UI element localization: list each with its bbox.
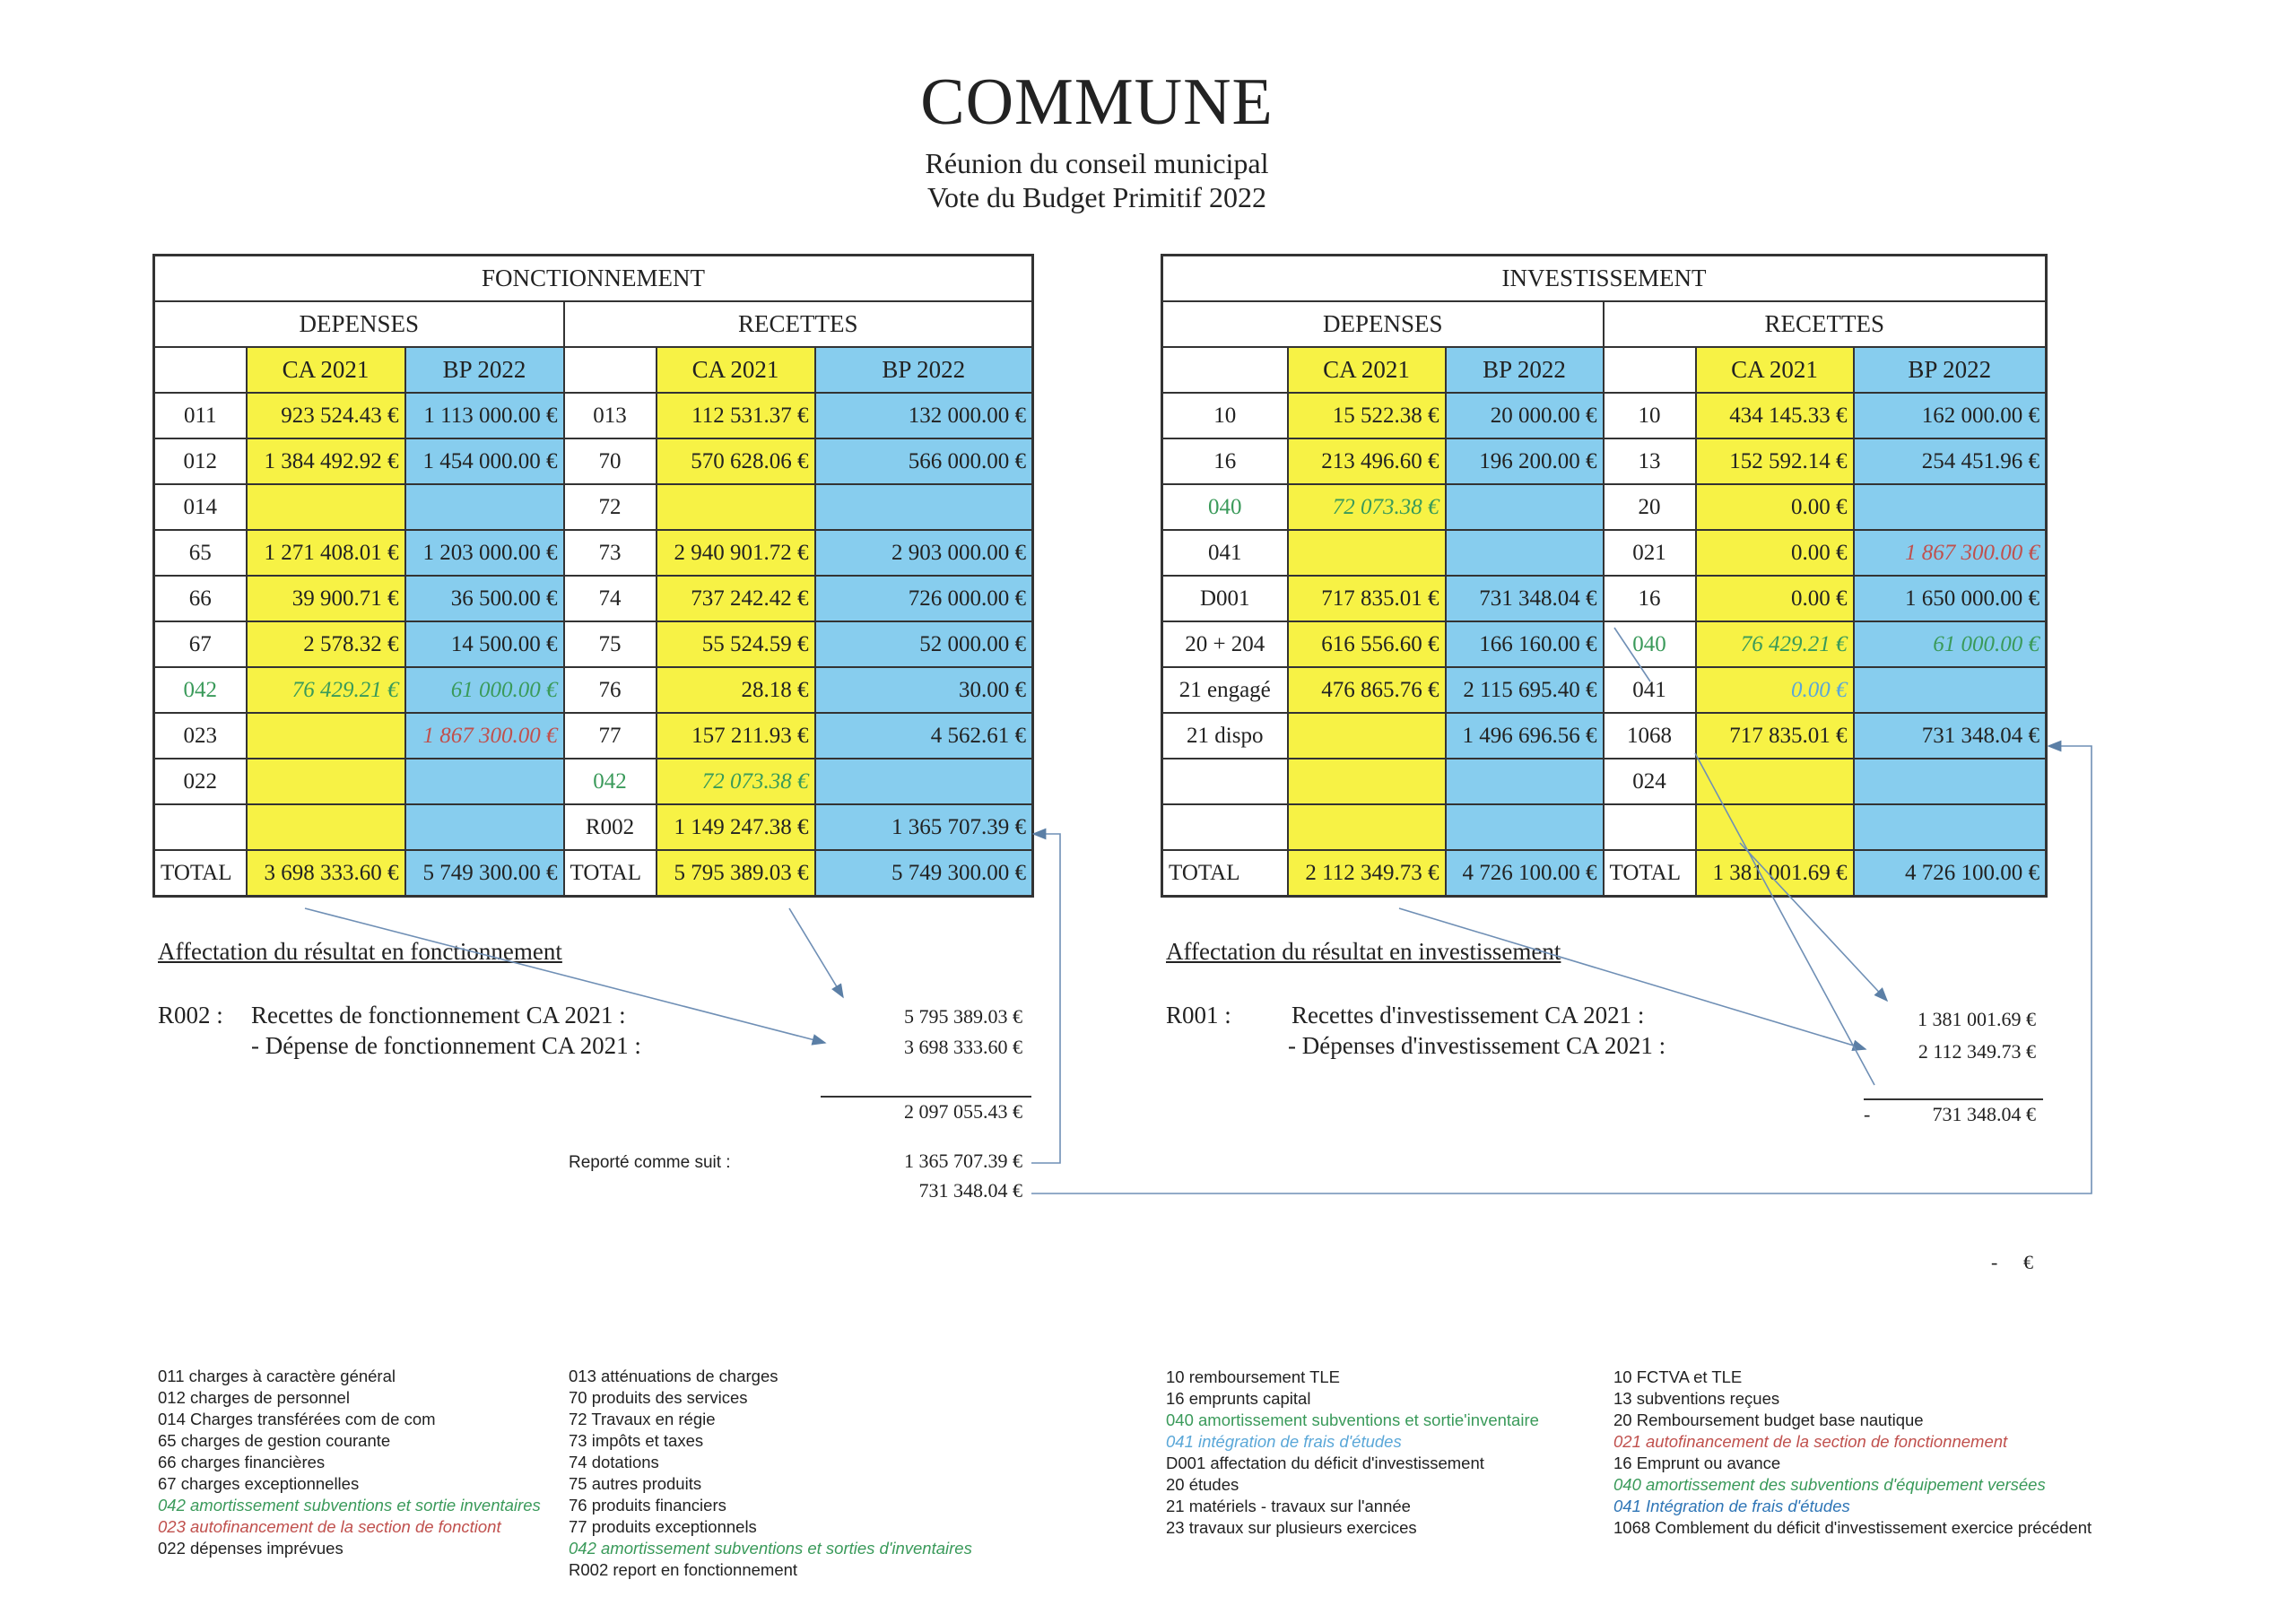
affectation-inv-result-sign: - bbox=[1864, 1103, 1871, 1125]
fonc-cell-dcode: 011 bbox=[154, 393, 247, 438]
inv-cell-dbp: 196 200.00 € bbox=[1446, 438, 1604, 484]
legend-item: 042 amortissement subventions et sorties d'inventaires bbox=[569, 1539, 972, 1558]
fonc-cell-rca: 157 211.93 € bbox=[657, 713, 815, 759]
legend-item: 041 Intégration de frais d'études bbox=[1613, 1497, 1850, 1515]
legend-item: 72 Travaux en régie bbox=[569, 1410, 716, 1428]
inv-rec-ca-header: CA 2021 bbox=[1696, 347, 1854, 393]
inv-cell-dca: 2 112 349.73 € bbox=[1288, 850, 1446, 897]
empty-dash: - bbox=[1991, 1251, 1998, 1273]
fonc-cell-rbp: 2 903 000.00 € bbox=[815, 530, 1033, 576]
inv-rec-bp-header: BP 2022 bbox=[1854, 347, 2047, 393]
inv-row bbox=[1162, 621, 2047, 667]
fonc-cell-dca bbox=[247, 759, 405, 804]
inv-row bbox=[1162, 484, 2047, 530]
fonc-cell-dca: 3 698 333.60 € bbox=[247, 850, 405, 897]
budget-vote-subtitle: Vote du Budget Primitif 2022 bbox=[926, 181, 1267, 213]
inv-cell-rcode: 13 bbox=[1604, 438, 1696, 484]
fonc-cell-rca bbox=[657, 484, 815, 530]
fonc-cell-dcode: 65 bbox=[154, 530, 247, 576]
inv-row bbox=[1162, 576, 2047, 621]
inv-cell-dcode bbox=[1162, 804, 1288, 850]
report-value-2: 731 348.04 € bbox=[918, 1179, 1022, 1202]
legend-item: 75 autres produits bbox=[569, 1474, 702, 1493]
inv-cell-dca bbox=[1288, 804, 1446, 850]
fonc-cell-dbp bbox=[405, 484, 564, 530]
fonc-cell-rcode: 75 bbox=[564, 621, 657, 667]
fonc-cell-dbp: 5 749 300.00 € bbox=[405, 850, 564, 897]
affectation-inv-line2: - Dépenses d'investissement CA 2021 : bbox=[1288, 1032, 1666, 1059]
inv-cell-dbp: 20 000.00 € bbox=[1446, 393, 1604, 438]
fonc-cell-rcode: R002 bbox=[564, 804, 657, 850]
inv-cell-dcode: 20 + 204 bbox=[1162, 621, 1288, 667]
legend-item: 66 charges financières bbox=[158, 1453, 326, 1471]
legend-item: 73 impôts et taxes bbox=[569, 1431, 704, 1450]
inv-cell-rca: 0.00 € bbox=[1696, 530, 1854, 576]
fonc-cell-dca: 2 578.32 € bbox=[247, 621, 405, 667]
fonc-cell-rbp: 566 000.00 € bbox=[815, 438, 1033, 484]
fonc-cell-rcode: 76 bbox=[564, 667, 657, 713]
fonc-cell-dca: 1 384 492.92 € bbox=[247, 438, 405, 484]
legend-item: 10 FCTVA et TLE bbox=[1613, 1367, 1743, 1386]
fonc-row bbox=[154, 667, 1033, 713]
fonc-cell-rcode: 72 bbox=[564, 484, 657, 530]
inv-cell-dcode: TOTAL bbox=[1162, 850, 1288, 897]
affectation-inv-result: 731 348.04 € bbox=[1932, 1103, 2036, 1125]
inv-cell-dca: 476 865.76 € bbox=[1288, 667, 1446, 713]
fonc-row bbox=[154, 576, 1033, 621]
fonc-cell-dbp: 36 500.00 € bbox=[405, 576, 564, 621]
fonc-recettes-header: RECETTES bbox=[564, 301, 1033, 347]
inv-cell-dca: 15 522.38 € bbox=[1288, 393, 1446, 438]
legend-item: R002 report en fonctionnement bbox=[569, 1560, 798, 1579]
inv-cell-rca: 0.00 € bbox=[1696, 576, 1854, 621]
inv-cell-rcode: 021 bbox=[1604, 530, 1696, 576]
legend-item: 77 produits exceptionnels bbox=[569, 1517, 757, 1536]
inv-cell-rcode: 024 bbox=[1604, 759, 1696, 804]
inv-cell-rbp: 1 867 300.00 € bbox=[1854, 530, 2047, 576]
affectation-inv-sum-line bbox=[1864, 1098, 2043, 1100]
inv-cell-rbp bbox=[1854, 484, 2047, 530]
legend-item: 040 amortissement des subventions d'équipement versées bbox=[1613, 1475, 2046, 1494]
inv-cell-dbp bbox=[1446, 804, 1604, 850]
fonc-cell-rca: 570 628.06 € bbox=[657, 438, 815, 484]
inv-cell-dca bbox=[1288, 759, 1446, 804]
affectation-inv-title: Affectation du résultat en investissement bbox=[1166, 938, 1561, 965]
legend-item: 20 études bbox=[1166, 1475, 1239, 1494]
inv-row bbox=[1162, 438, 2047, 484]
legend-item: 13 subventions reçues bbox=[1613, 1389, 1780, 1408]
fonc-cell-dca: 76 429.21 € bbox=[247, 667, 405, 713]
fonc-cell-rca: 5 795 389.03 € bbox=[657, 850, 815, 897]
fonc-cell-dcode: 023 bbox=[154, 713, 247, 759]
inv-dep-bp-header: BP 2022 bbox=[1446, 347, 1604, 393]
inv-dep-ca-header: CA 2021 bbox=[1288, 347, 1446, 393]
fonc-cell-rbp: 132 000.00 € bbox=[815, 393, 1033, 438]
fonc-cell-dcode: 66 bbox=[154, 576, 247, 621]
fonc-cell-rca: 737 242.42 € bbox=[657, 576, 815, 621]
legend-inv-depenses bbox=[1166, 1367, 1539, 1539]
fonc-cell-rbp: 52 000.00 € bbox=[815, 621, 1033, 667]
inv-cell-dcode: 040 bbox=[1162, 484, 1288, 530]
fonc-dep-ca-header: CA 2021 bbox=[247, 347, 405, 393]
legend-item: 70 produits des services bbox=[569, 1388, 748, 1407]
fonc-depenses-header: DEPENSES bbox=[154, 301, 564, 347]
affectation-inv-val2: 2 112 349.73 € bbox=[1918, 1040, 2036, 1063]
fonc-cell-dcode: 67 bbox=[154, 621, 247, 667]
fonc-cell-rca: 28.18 € bbox=[657, 667, 815, 713]
fonc-cell-dbp bbox=[405, 759, 564, 804]
inv-cell-dca: 717 835.01 € bbox=[1288, 576, 1446, 621]
fonc-row bbox=[154, 530, 1033, 576]
inv-cell-dca bbox=[1288, 713, 1446, 759]
page-title: COMMUNE bbox=[920, 65, 1274, 139]
fonc-cell-dbp: 1 867 300.00 € bbox=[405, 713, 564, 759]
fonc-row bbox=[154, 713, 1033, 759]
inv-cell-dcode: 041 bbox=[1162, 530, 1288, 576]
fonctionnement-title: FONCTIONNEMENT bbox=[154, 256, 1033, 302]
legend-item: 013 atténuations de charges bbox=[569, 1367, 778, 1385]
legend-item: 041 intégration de frais d'études bbox=[1166, 1432, 1402, 1451]
inv-row bbox=[1162, 804, 2047, 850]
inv-cell-rca: 0.00 € bbox=[1696, 484, 1854, 530]
inv-cell-dca: 213 496.60 € bbox=[1288, 438, 1446, 484]
inv-cell-rcode: 040 bbox=[1604, 621, 1696, 667]
fonc-cell-rca: 55 524.59 € bbox=[657, 621, 815, 667]
fonc-cell-dca: 1 271 408.01 € bbox=[247, 530, 405, 576]
fonc-cell-dbp: 1 203 000.00 € bbox=[405, 530, 564, 576]
report-label: Reporté comme suit : bbox=[569, 1153, 731, 1172]
affectation-inv-code: R001 : bbox=[1166, 1002, 1231, 1028]
affectation-fonc-val1: 5 795 389.03 € bbox=[904, 1005, 1022, 1028]
inv-cell-dcode: 21 dispo bbox=[1162, 713, 1288, 759]
inv-cell-dca: 616 556.60 € bbox=[1288, 621, 1446, 667]
inv-cell-dbp bbox=[1446, 530, 1604, 576]
inv-cell-rca: 0.00 € bbox=[1696, 667, 1854, 713]
fonc-dep-bp-header: BP 2022 bbox=[405, 347, 564, 393]
legend-item: 014 Charges transférées com de com bbox=[158, 1410, 436, 1428]
report-value-1: 1 365 707.39 € bbox=[904, 1150, 1022, 1172]
legend-item: 021 autofinancement de la section de fonctionnement bbox=[1613, 1432, 2008, 1451]
fonc-cell-dbp: 61 000.00 € bbox=[405, 667, 564, 713]
fonc-row bbox=[154, 393, 1033, 438]
inv-cell-rca bbox=[1696, 804, 1854, 850]
investissement-title: INVESTISSEMENT bbox=[1162, 256, 2047, 302]
inv-row bbox=[1162, 530, 2047, 576]
legend-item: 1068 Comblement du déficit d'investissement exercice précédent bbox=[1613, 1518, 2092, 1537]
inv-cell-dbp: 2 115 695.40 € bbox=[1446, 667, 1604, 713]
affectation-fonc-result: 2 097 055.43 € bbox=[904, 1100, 1022, 1123]
legend-item: 65 charges de gestion courante bbox=[158, 1431, 391, 1450]
fonc-cell-rbp: 5 749 300.00 € bbox=[815, 850, 1033, 897]
legend-fonc-recettes bbox=[569, 1366, 972, 1581]
legend-item: 040 amortissement subventions et sortie'inventaire bbox=[1166, 1410, 1539, 1429]
inv-cell-rcode: 16 bbox=[1604, 576, 1696, 621]
inv-row bbox=[1162, 713, 2047, 759]
fonc-cell-dbp: 14 500.00 € bbox=[405, 621, 564, 667]
inv-cell-rbp: 1 650 000.00 € bbox=[1854, 576, 2047, 621]
legend-item: 23 travaux sur plusieurs exercices bbox=[1166, 1518, 1417, 1537]
fonc-cell-rbp: 30.00 € bbox=[815, 667, 1033, 713]
inv-cell-rca: 717 835.01 € bbox=[1696, 713, 1854, 759]
fonc-cell-rca: 2 940 901.72 € bbox=[657, 530, 815, 576]
fonc-cell-dcode: 014 bbox=[154, 484, 247, 530]
inv-cell-dcode: 10 bbox=[1162, 393, 1288, 438]
legend-item: 16 emprunts capital bbox=[1166, 1389, 1311, 1408]
fonc-cell-rca: 112 531.37 € bbox=[657, 393, 815, 438]
fonc-row bbox=[154, 804, 1033, 850]
inv-cell-rbp bbox=[1854, 804, 2047, 850]
fonc-row bbox=[154, 759, 1033, 804]
legend-item: 21 matériels - travaux sur l'année bbox=[1166, 1497, 1411, 1515]
fonc-cell-dcode: 012 bbox=[154, 438, 247, 484]
fonc-cell-dca bbox=[247, 484, 405, 530]
inv-recettes-header: RECETTES bbox=[1604, 301, 2047, 347]
legend-item: 012 charges de personnel bbox=[158, 1388, 350, 1407]
inv-cell-dca: 72 073.38 € bbox=[1288, 484, 1446, 530]
affectation-inv-line1: Recettes d'investissement CA 2021 : bbox=[1292, 1002, 1645, 1028]
legend-item: 16 Emprunt ou avance bbox=[1613, 1454, 1781, 1472]
inv-cell-dbp bbox=[1446, 759, 1604, 804]
fonc-cell-dcode bbox=[154, 804, 247, 850]
inv-cell-dcode: 21 engagé bbox=[1162, 667, 1288, 713]
affectation-fonc-val2: 3 698 333.60 € bbox=[904, 1036, 1022, 1058]
legend-item: 20 Remboursement budget base nautique bbox=[1613, 1410, 1924, 1429]
affectation-fonc-line1: Recettes de fonctionnement CA 2021 : bbox=[251, 1002, 626, 1028]
inv-cell-rbp bbox=[1854, 759, 2047, 804]
legend-item: D001 affectation du déficit d'investissement bbox=[1166, 1454, 1484, 1472]
empty-euro: € bbox=[2023, 1251, 2033, 1273]
legend-item: 011 charges à caractère général bbox=[158, 1367, 396, 1385]
fonc-cell-rcode: 042 bbox=[564, 759, 657, 804]
fonc-cell-rbp: 726 000.00 € bbox=[815, 576, 1033, 621]
legend-item: 042 amortissement subventions et sortie inventaires bbox=[158, 1496, 541, 1515]
inv-cell-dbp bbox=[1446, 484, 1604, 530]
inv-cell-rcode: 1068 bbox=[1604, 713, 1696, 759]
legend-item: 76 produits financiers bbox=[569, 1496, 726, 1515]
fonc-row bbox=[154, 484, 1033, 530]
fonc-cell-rbp: 1 365 707.39 € bbox=[815, 804, 1033, 850]
inv-cell-dcode: 16 bbox=[1162, 438, 1288, 484]
inv-cell-rcode: 041 bbox=[1604, 667, 1696, 713]
investissement-table bbox=[1161, 254, 2048, 898]
legend-inv-recettes bbox=[1613, 1367, 2092, 1539]
fonc-cell-dcode: 042 bbox=[154, 667, 247, 713]
inv-cell-dbp: 4 726 100.00 € bbox=[1446, 850, 1604, 897]
fonctionnement-table bbox=[152, 254, 1034, 898]
inv-cell-rcode: TOTAL bbox=[1604, 850, 1696, 897]
legend-item: 023 autofinancement de la section de fonctiont bbox=[158, 1517, 501, 1536]
inv-cell-dbp: 166 160.00 € bbox=[1446, 621, 1604, 667]
affectation-fonc-sum-line bbox=[821, 1096, 1031, 1098]
fonc-cell-rcode: 74 bbox=[564, 576, 657, 621]
inv-cell-rbp: 162 000.00 € bbox=[1854, 393, 2047, 438]
inv-cell-rcode: 10 bbox=[1604, 393, 1696, 438]
fonc-row bbox=[154, 621, 1033, 667]
fonc-cell-rcode: 77 bbox=[564, 713, 657, 759]
fonc-cell-dbp: 1 454 000.00 € bbox=[405, 438, 564, 484]
inv-cell-rbp bbox=[1854, 667, 2047, 713]
fonc-cell-rcode: TOTAL bbox=[564, 850, 657, 897]
fonc-cell-rcode: 70 bbox=[564, 438, 657, 484]
fonc-cell-dca bbox=[247, 804, 405, 850]
legend-item: 67 charges exceptionnelles bbox=[158, 1474, 360, 1493]
inv-depenses-header: DEPENSES bbox=[1162, 301, 1604, 347]
affectation-fonc-line2: - Dépense de fonctionnement CA 2021 : bbox=[251, 1032, 641, 1059]
fonc-cell-dca: 923 524.43 € bbox=[247, 393, 405, 438]
inv-cell-dcode bbox=[1162, 759, 1288, 804]
inv-cell-dbp: 1 496 696.56 € bbox=[1446, 713, 1604, 759]
fonc-cell-dcode: TOTAL bbox=[154, 850, 247, 897]
inv-cell-rbp: 4 726 100.00 € bbox=[1854, 850, 2047, 897]
inv-row bbox=[1162, 759, 2047, 804]
fonc-cell-dca bbox=[247, 713, 405, 759]
fonc-cell-dca: 39 900.71 € bbox=[247, 576, 405, 621]
inv-row bbox=[1162, 667, 2047, 713]
inv-cell-rca: 434 145.33 € bbox=[1696, 393, 1854, 438]
legend-item: 74 dotations bbox=[569, 1453, 659, 1471]
fonc-cell-rbp: 4 562.61 € bbox=[815, 713, 1033, 759]
inv-cell-dbp: 731 348.04 € bbox=[1446, 576, 1604, 621]
affectation-fonc-code: R002 : bbox=[158, 1002, 223, 1028]
inv-cell-rca: 152 592.14 € bbox=[1696, 438, 1854, 484]
inv-cell-rca: 1 381 001.69 € bbox=[1696, 850, 1854, 897]
affectation-inv-val1: 1 381 001.69 € bbox=[1918, 1008, 2036, 1030]
inv-row bbox=[1162, 850, 2047, 897]
inv-cell-rcode bbox=[1604, 804, 1696, 850]
fonc-cell-dcode: 022 bbox=[154, 759, 247, 804]
fonc-cell-rca: 1 149 247.38 € bbox=[657, 804, 815, 850]
meeting-subtitle: Réunion du conseil municipal bbox=[925, 147, 1269, 179]
inv-cell-rbp: 61 000.00 € bbox=[1854, 621, 2047, 667]
affectation-fonc-title: Affectation du résultat en fonctionnement bbox=[158, 938, 562, 965]
inv-cell-rbp: 254 451.96 € bbox=[1854, 438, 2047, 484]
fonc-cell-rbp bbox=[815, 759, 1033, 804]
inv-row bbox=[1162, 393, 2047, 438]
inv-cell-dcode: D001 bbox=[1162, 576, 1288, 621]
inv-cell-dca bbox=[1288, 530, 1446, 576]
legend-item: 022 dépenses imprévues bbox=[158, 1539, 344, 1558]
inv-cell-rca bbox=[1696, 759, 1854, 804]
fonc-cell-dbp: 1 113 000.00 € bbox=[405, 393, 564, 438]
fonc-cell-rbp bbox=[815, 484, 1033, 530]
inv-cell-rbp: 731 348.04 € bbox=[1854, 713, 2047, 759]
fonc-row bbox=[154, 850, 1033, 897]
fonc-cell-dbp bbox=[405, 804, 564, 850]
inv-cell-rcode: 20 bbox=[1604, 484, 1696, 530]
legend-item: 10 remboursement TLE bbox=[1166, 1367, 1341, 1386]
fonc-rec-bp-header: BP 2022 bbox=[815, 347, 1033, 393]
legend-fonc-depenses bbox=[158, 1366, 541, 1559]
fonc-cell-rca: 72 073.38 € bbox=[657, 759, 815, 804]
fonc-rec-ca-header: CA 2021 bbox=[657, 347, 815, 393]
fonc-row bbox=[154, 438, 1033, 484]
fonc-cell-rcode: 013 bbox=[564, 393, 657, 438]
fonc-cell-rcode: 73 bbox=[564, 530, 657, 576]
inv-cell-rca: 76 429.21 € bbox=[1696, 621, 1854, 667]
